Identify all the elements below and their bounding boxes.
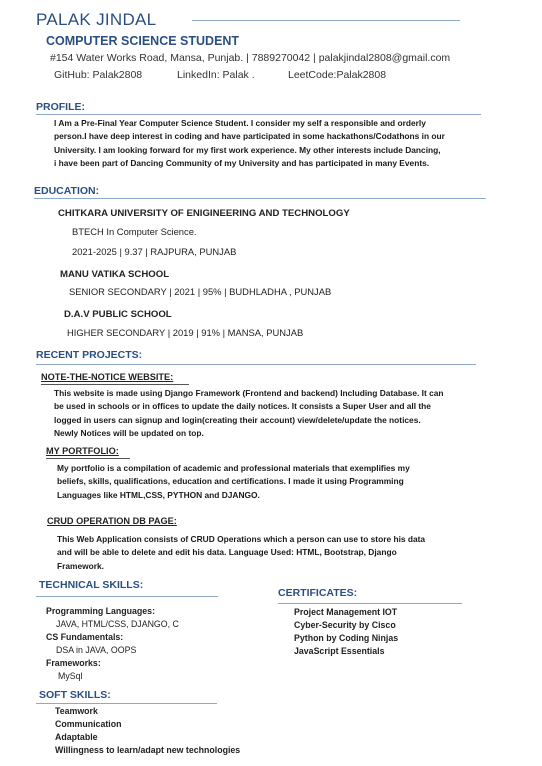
school-name: CHITKARA UNIVERSITY OF ENIGINEERING AND TECHNOLOGY	[58, 208, 350, 219]
project-description: This website is made using Django Framework (Frontend and backend) Including Database. It can be used in schools or in offices to update the daily notices. It consists a Super User and all the logged in users can signup and login(creating their account) view/delete/update the notices. Newly Notices will be updated on top.	[54, 388, 444, 439]
projects-rule	[36, 364, 476, 365]
candidate-name: PALAK JINDAL	[36, 10, 157, 29]
school-degree: BTECH In Computer Science.	[72, 226, 197, 237]
school-details: HIGHER SECONDARY | 2019 | 91% | MANSA, PUNJAB	[67, 327, 304, 338]
certificates-rule	[278, 603, 462, 604]
leetcode-link[interactable]: LeetCode:Palak2808	[288, 69, 387, 81]
project-rule	[41, 384, 189, 385]
soft-skill-item: Willingness to learn/adapt new technologies	[55, 745, 241, 755]
certificate-item: Python by Coding Ninjas	[294, 633, 399, 643]
project-rule	[46, 458, 130, 459]
skill-group-label: Programming Languages:	[46, 606, 155, 616]
skill-group-value: DSA in JAVA, OOPS	[56, 645, 137, 655]
contact-line: #154 Water Works Road, Mansa, Punjab. | 7889270042 | palakjindal2808@gmail.com	[50, 52, 451, 64]
school-details: SENIOR SECONDARY | 2021 | 95% | BUDHLADHA , PUNJAB	[69, 286, 332, 297]
candidate-title: COMPUTER SCIENCE STUDENT	[46, 34, 240, 48]
school-details: 2021-2025 | 9.37 | RAJPURA, PUNJAB	[72, 246, 237, 257]
profile-text: I Am a Pre-Final Year Computer Science Student. I consider my self a responsible and orderly person.I have deep interest in coding and have participated in some hackathons/Codathons in our University. I am looking forward for my first work experience. My other interests include Dancing, i have been part of Dancing Community of my University and has participated in many Events.	[54, 118, 445, 169]
school-name: MANU VATIKA SCHOOL	[60, 269, 170, 280]
skill-group-value: JAVA, HTML/CSS, DJANGO, C	[56, 619, 179, 629]
projects-heading: RECENT PROJECTS:	[36, 349, 143, 361]
skill-group-label: Frameworks:	[46, 658, 101, 668]
certificate-item: JavaScript Essentials	[294, 646, 385, 656]
soft-skill-item: Teamwork	[55, 706, 98, 716]
soft-skill-item: Communication	[55, 719, 122, 729]
soft-skills-heading: SOFT SKILLS:	[39, 689, 111, 701]
certificates-heading: CERTIFICATES:	[278, 587, 358, 599]
skill-group-value: MySql	[58, 671, 83, 681]
project-description: This Web Application consists of CRUD Operations which a person can use to store his data and will be able to delete and edit his data. Language Used: HTML, Bootstrap, Django Framework.	[57, 534, 426, 571]
project-title: CRUD OPERATION DB PAGE:	[47, 516, 177, 526]
project-title: NOTE-THE-NOTICE WEBSITE:	[41, 372, 174, 382]
profile-heading: PROFILE:	[36, 101, 85, 113]
skill-group-label: CS Fundamentals:	[46, 632, 124, 642]
soft-skills-rule	[36, 703, 217, 704]
technical-skills-heading: TECHNICAL SKILLS:	[39, 579, 144, 591]
education-rule	[34, 198, 486, 199]
github-link[interactable]: GitHub: Palak2808	[54, 69, 143, 81]
education-heading: EDUCATION:	[34, 185, 100, 197]
linkedin-link[interactable]: LinkedIn: Palak .	[177, 69, 255, 81]
technical-skills-rule	[36, 596, 218, 597]
certificate-item: Cyber-Security by Cisco	[294, 620, 396, 630]
project-title: MY PORTFOLIO:	[46, 446, 119, 456]
school-name: D.A.V PUBLIC SCHOOL	[64, 309, 172, 320]
header-rule	[192, 20, 460, 21]
project-description: My portfolio is a compilation of academic and professional materials that exemplifies my beliefs, skills, qualifications, education and certifications. I made it using Programming Languages like HTML,CSS, PYTHON and DJANGO.	[57, 463, 410, 500]
profile-rule	[36, 114, 481, 115]
certificate-item: Project Management IOT	[294, 607, 398, 617]
soft-skill-item: Adaptable	[55, 732, 98, 742]
